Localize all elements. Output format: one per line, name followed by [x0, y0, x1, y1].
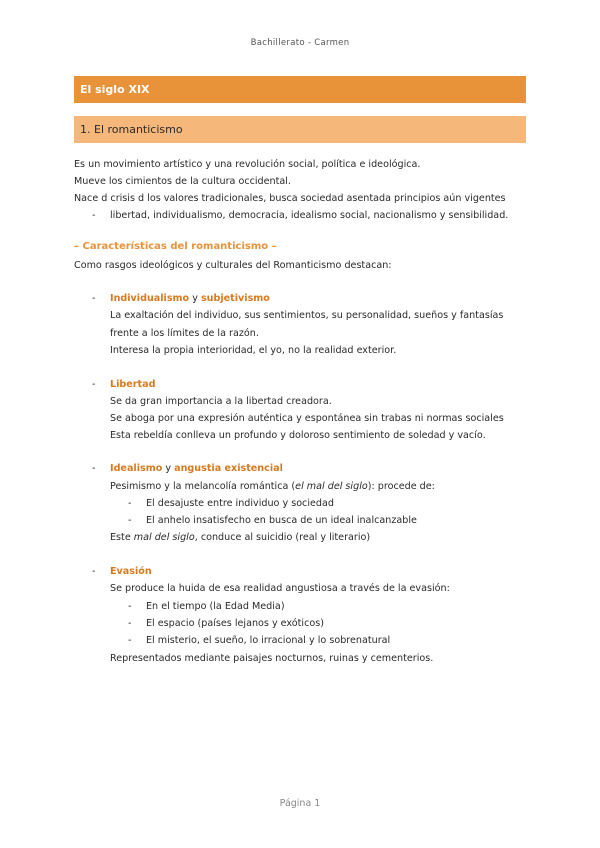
evasion-line-1: Se produce la huida de esa realidad angustiosa a través de la evasión:	[110, 583, 450, 594]
sub-bullet-dash: -	[128, 515, 132, 526]
idealismo-sub-2: El anhelo insatisfecho en busca de un ideal inalcanzable	[146, 515, 417, 526]
intro-bullet: libertad, individualismo, democracia, idealismo social, nacionalismo y sensibilidad.	[110, 210, 509, 221]
intro-line-1: Es un movimiento artístico y una revolución social, política e ideológica.	[74, 159, 421, 170]
chapter-title-bar: El siglo XIX	[74, 76, 526, 103]
text-segment: Pesimismo y la melancolía romántica (	[110, 481, 296, 492]
idealismo-line-1	[110, 480, 435, 493]
text-segment: ): procede de:	[367, 481, 435, 492]
individualismo-line-3: Interesa la propia interioridad, el yo, no la realidad exterior.	[110, 345, 397, 356]
individualismo-line-2: frente a los límites de la razón.	[110, 328, 259, 339]
sub-bullet-dash: -	[128, 635, 132, 646]
characteristics-subtitle: – Características del romanticismo –	[74, 241, 277, 252]
libertad-line-2: Se aboga por una expresión auténtica y espontánea sin trabas ni normas sociales	[110, 413, 504, 424]
page-number: Página 1	[279, 798, 321, 809]
text-segment: Este	[110, 532, 134, 543]
bullet-dash: -	[92, 566, 96, 577]
conjunction: y	[192, 293, 198, 304]
text-segment: , conduce al suicidio (real y literario)	[194, 532, 371, 543]
characteristics-lead: Como rasgos ideológicos y culturales del Romanticismo destacan:	[74, 260, 392, 271]
emphasis-mal-del-siglo: el mal del siglo	[295, 481, 368, 492]
evasion-sub-3: El misterio, el sueño, lo irracional y lo sobrenatural	[146, 635, 391, 646]
term-evasion: Evasión	[110, 566, 152, 577]
page-header-author: Bachillerato - Carmen	[250, 38, 350, 48]
item-individualismo-heading	[110, 292, 270, 305]
term-angustia: angustia existencial	[174, 463, 283, 474]
intro-line-2: Mueve los cimientos de la cultura occidental.	[74, 176, 291, 187]
sub-bullet-dash: -	[128, 498, 132, 509]
term-subjetivismo: subjetivismo	[200, 293, 270, 304]
term-idealismo: Idealismo	[110, 463, 163, 474]
intro-line-3: Nace d crisis d los valores tradicionales, busca sociedad asentada principios aún vigentes	[74, 193, 506, 204]
libertad-line-1: Se da gran importancia a la libertad creadora.	[110, 396, 332, 407]
sub-bullet-dash: -	[128, 618, 132, 629]
conjunction: y	[165, 463, 172, 474]
bullet-dash: -	[92, 210, 96, 221]
libertad-line-3: Esta rebeldía conlleva un profundo y doloroso sentimiento de soledad y vacío.	[110, 430, 486, 441]
bullet-dash: -	[92, 379, 96, 390]
evasion-sub-2: El espacio (países lejanos y exóticos)	[146, 618, 324, 629]
idealismo-line-last	[110, 531, 370, 544]
idealismo-sub-1: El desajuste entre individuo y sociedad	[146, 498, 334, 509]
item-idealismo-heading	[110, 462, 283, 475]
sub-bullet-dash: -	[128, 601, 132, 612]
evasion-sub-1: En el tiempo (la Edad Media)	[146, 601, 285, 612]
individualismo-line-1: La exaltación del individuo, sus sentimientos, su personalidad, sueños y fantasías	[110, 310, 504, 321]
bullet-dash: -	[92, 293, 96, 304]
evasion-line-last: Representados mediante paisajes nocturnos, ruinas y cementerios.	[110, 653, 434, 664]
section-title-bar: 1. El romanticismo	[74, 116, 526, 143]
emphasis-mal-del-siglo: mal del siglo	[133, 532, 195, 543]
term-individualismo: Individualismo	[110, 293, 190, 304]
term-libertad: Libertad	[110, 379, 156, 390]
bullet-dash: -	[92, 463, 96, 474]
